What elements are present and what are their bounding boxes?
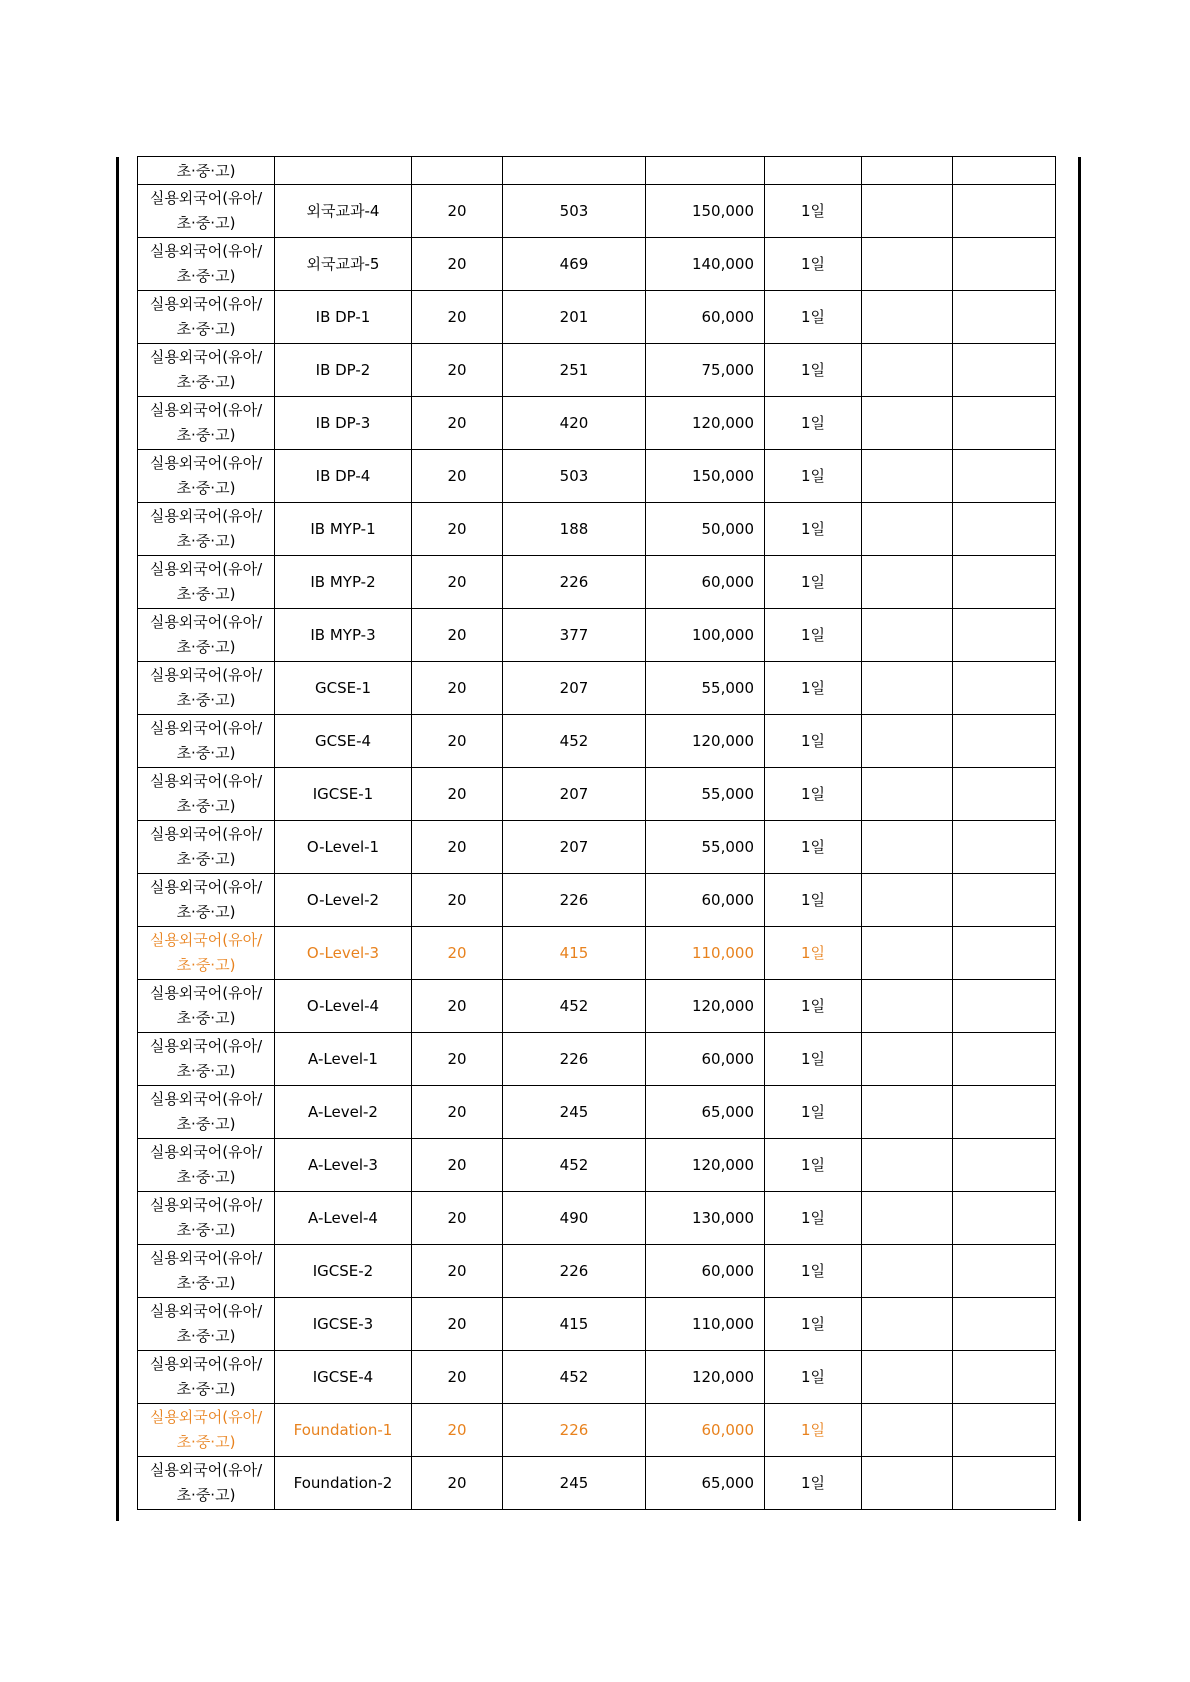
empty-cell [953, 927, 1056, 980]
category-line: 실용외국어(유아/ [149, 984, 263, 1002]
course-name-cell: 외국교과-5 [275, 238, 412, 291]
page-margin-line-right [1078, 157, 1081, 1521]
pages-cell: 420 [503, 397, 646, 450]
table-row [138, 1245, 1056, 1298]
price-cell: 110,000 [646, 1298, 765, 1351]
category-line: 초·중·고) [176, 1009, 236, 1027]
days-cell: 1일 [765, 238, 862, 291]
table-row [138, 1033, 1056, 1086]
course-name-cell: O-Level-2 [275, 874, 412, 927]
category-line: 실용외국어(유아/ [149, 1355, 263, 1373]
empty-cell [862, 1139, 953, 1192]
category-cell [138, 291, 275, 344]
category-line: 초·중·고) [176, 214, 236, 232]
table-row [138, 609, 1056, 662]
days-cell: 1일 [765, 1033, 862, 1086]
empty-cell [862, 450, 953, 503]
empty-cell [862, 609, 953, 662]
price-cell [646, 157, 765, 185]
empty-cell [862, 1457, 953, 1510]
empty-cell [862, 503, 953, 556]
price-cell: 140,000 [646, 238, 765, 291]
hours-cell: 20 [412, 1086, 503, 1139]
category-line: 실용외국어(유아/ [149, 878, 263, 896]
empty-cell [953, 715, 1056, 768]
hours-cell: 20 [412, 291, 503, 344]
hours-cell: 20 [412, 927, 503, 980]
category-cell [138, 1245, 275, 1298]
category-line: 초·중·고) [176, 267, 236, 285]
category-cell [138, 715, 275, 768]
category-line: 실용외국어(유아/ [149, 242, 263, 260]
empty-cell [953, 1351, 1056, 1404]
course-name-cell: O-Level-1 [275, 821, 412, 874]
course-name-cell: IGCSE-1 [275, 768, 412, 821]
category-line: 실용외국어(유아/ [149, 560, 263, 578]
pages-cell: 490 [503, 1192, 646, 1245]
pages-cell: 201 [503, 291, 646, 344]
pages-cell: 415 [503, 1298, 646, 1351]
course-name-cell: Foundation-1 [275, 1404, 412, 1457]
hours-cell: 20 [412, 1192, 503, 1245]
empty-cell [862, 1298, 953, 1351]
course-name-cell: IB DP-3 [275, 397, 412, 450]
course-name-cell: IGCSE-2 [275, 1245, 412, 1298]
price-cell: 150,000 [646, 185, 765, 238]
table-row [138, 1457, 1056, 1510]
course-name-cell: A-Level-4 [275, 1192, 412, 1245]
category-line: 초·중·고) [176, 1433, 236, 1451]
category-line: 초·중·고) [176, 426, 236, 444]
table-row [138, 344, 1056, 397]
category-cell [138, 821, 275, 874]
category-line: 초·중·고) [176, 320, 236, 338]
price-cell: 55,000 [646, 768, 765, 821]
pages-cell: 226 [503, 874, 646, 927]
pages-cell: 452 [503, 1139, 646, 1192]
table-row [138, 874, 1056, 927]
pages-cell: 377 [503, 609, 646, 662]
category-cell [138, 556, 275, 609]
days-cell: 1일 [765, 291, 862, 344]
category-cell [138, 768, 275, 821]
hours-cell: 20 [412, 1139, 503, 1192]
course-name-cell: IGCSE-4 [275, 1351, 412, 1404]
category-line: 실용외국어(유아/ [149, 1408, 263, 1426]
course-name-cell: A-Level-3 [275, 1139, 412, 1192]
empty-cell [862, 556, 953, 609]
category-line: 초·중·고) [176, 956, 236, 974]
table-row [138, 556, 1056, 609]
category-cell [138, 1139, 275, 1192]
days-cell: 1일 [765, 927, 862, 980]
category-line: 초·중·고) [176, 1274, 236, 1292]
empty-cell [953, 662, 1056, 715]
price-cell: 60,000 [646, 874, 765, 927]
table-row [138, 980, 1056, 1033]
hours-cell: 20 [412, 1033, 503, 1086]
course-table [137, 156, 1056, 1510]
pages-cell: 207 [503, 768, 646, 821]
course-name-cell: GCSE-1 [275, 662, 412, 715]
empty-cell [953, 1404, 1056, 1457]
pages-cell: 188 [503, 503, 646, 556]
empty-cell [953, 768, 1056, 821]
empty-cell [862, 1086, 953, 1139]
pages-cell: 226 [503, 1404, 646, 1457]
empty-cell [862, 662, 953, 715]
category-line: 실용외국어(유아/ [149, 1249, 263, 1267]
table-row [138, 1139, 1056, 1192]
category-cell [138, 1351, 275, 1404]
category-line: 실용외국어(유아/ [149, 189, 263, 207]
empty-cell [953, 397, 1056, 450]
category-cell [138, 1457, 275, 1510]
empty-cell [862, 1033, 953, 1086]
course-name-cell: IB MYP-3 [275, 609, 412, 662]
category-cell [138, 609, 275, 662]
hours-cell: 20 [412, 185, 503, 238]
table-row [138, 291, 1056, 344]
course-name-cell: IB DP-2 [275, 344, 412, 397]
hours-cell: 20 [412, 821, 503, 874]
days-cell: 1일 [765, 1086, 862, 1139]
course-name-cell: GCSE-4 [275, 715, 412, 768]
course-name-cell: IB DP-1 [275, 291, 412, 344]
hours-cell: 20 [412, 980, 503, 1033]
course-name-cell: O-Level-3 [275, 927, 412, 980]
hours-cell: 20 [412, 556, 503, 609]
price-cell: 60,000 [646, 1033, 765, 1086]
table-row [138, 768, 1056, 821]
course-name-cell: IB MYP-1 [275, 503, 412, 556]
days-cell: 1일 [765, 503, 862, 556]
category-cell [138, 1404, 275, 1457]
category-line: 초·중·고) [176, 1221, 236, 1239]
table-row [138, 1404, 1056, 1457]
empty-cell [862, 397, 953, 450]
pages-cell: 207 [503, 662, 646, 715]
pages-cell: 226 [503, 556, 646, 609]
category-line: 실용외국어(유아/ [149, 1461, 263, 1479]
pages-cell: 503 [503, 450, 646, 503]
days-cell: 1일 [765, 556, 862, 609]
course-table-body [138, 157, 1056, 1510]
hours-cell: 20 [412, 450, 503, 503]
table-row [138, 927, 1056, 980]
hours-cell: 20 [412, 768, 503, 821]
empty-cell [862, 1192, 953, 1245]
category-line: 초·중·고) [176, 585, 236, 603]
category-line: 초·중·고) [176, 1115, 236, 1133]
category-line: 실용외국어(유아/ [149, 401, 263, 419]
price-cell: 100,000 [646, 609, 765, 662]
hours-cell: 20 [412, 344, 503, 397]
empty-cell [953, 291, 1056, 344]
empty-cell [953, 980, 1056, 1033]
category-cell [138, 1086, 275, 1139]
empty-cell [953, 1033, 1056, 1086]
category-line: 실용외국어(유아/ [149, 1090, 263, 1108]
empty-cell [862, 715, 953, 768]
days-cell [765, 157, 862, 185]
empty-cell [953, 609, 1056, 662]
days-cell: 1일 [765, 768, 862, 821]
category-line: 초·중·고) [176, 373, 236, 391]
empty-cell [953, 1245, 1056, 1298]
price-cell: 50,000 [646, 503, 765, 556]
price-cell: 55,000 [646, 821, 765, 874]
price-cell: 120,000 [646, 715, 765, 768]
category-line: 초·중·고) [176, 744, 236, 762]
pages-cell: 207 [503, 821, 646, 874]
category-line: 초·중·고) [176, 1380, 236, 1398]
hours-cell: 20 [412, 1404, 503, 1457]
table-row [138, 1086, 1056, 1139]
category-cell [138, 344, 275, 397]
days-cell: 1일 [765, 609, 862, 662]
price-cell: 130,000 [646, 1192, 765, 1245]
course-name-cell: IB DP-4 [275, 450, 412, 503]
hours-cell [412, 157, 503, 185]
empty-cell [862, 344, 953, 397]
category-line: 실용외국어(유아/ [149, 1143, 263, 1161]
table-row [138, 238, 1056, 291]
empty-cell [862, 1245, 953, 1298]
days-cell: 1일 [765, 1139, 862, 1192]
empty-cell [862, 768, 953, 821]
category-line: 실용외국어(유아/ [149, 666, 263, 684]
price-cell: 110,000 [646, 927, 765, 980]
pages-cell: 452 [503, 715, 646, 768]
table-row [138, 1298, 1056, 1351]
empty-cell [953, 344, 1056, 397]
name-cell [275, 157, 412, 185]
days-cell: 1일 [765, 821, 862, 874]
category-cell [138, 1192, 275, 1245]
category-line: 초·중·고) [176, 691, 236, 709]
hours-cell: 20 [412, 503, 503, 556]
hours-cell: 20 [412, 874, 503, 927]
table-row [138, 662, 1056, 715]
empty-cell [862, 1351, 953, 1404]
empty-cell [862, 927, 953, 980]
days-cell: 1일 [765, 1457, 862, 1510]
empty-cell [953, 556, 1056, 609]
empty-cell [862, 821, 953, 874]
hours-cell: 20 [412, 1298, 503, 1351]
empty-cell [953, 238, 1056, 291]
price-cell: 65,000 [646, 1457, 765, 1510]
table-row [138, 450, 1056, 503]
category-cell [138, 874, 275, 927]
category-line: 초·중·고) [176, 638, 236, 656]
price-cell: 60,000 [646, 1404, 765, 1457]
table-row [138, 715, 1056, 768]
hours-cell: 20 [412, 715, 503, 768]
course-name-cell: A-Level-1 [275, 1033, 412, 1086]
category-line: 초·중·고) [176, 1486, 236, 1504]
category-line: 초·중·고) [176, 1327, 236, 1345]
empty-cell [862, 238, 953, 291]
days-cell: 1일 [765, 715, 862, 768]
table-row [138, 1351, 1056, 1404]
pages-cell: 415 [503, 927, 646, 980]
category-cell [138, 185, 275, 238]
pages-cell: 469 [503, 238, 646, 291]
category-cell [138, 450, 275, 503]
empty-cell [953, 1192, 1056, 1245]
price-cell: 120,000 [646, 980, 765, 1033]
table-row [138, 503, 1056, 556]
hours-cell: 20 [412, 1351, 503, 1404]
category-line: 실용외국어(유아/ [149, 719, 263, 737]
category-cell [138, 1298, 275, 1351]
empty-cell [953, 185, 1056, 238]
price-cell: 150,000 [646, 450, 765, 503]
category-line: 초·중·고) [176, 903, 236, 921]
pages-cell: 245 [503, 1086, 646, 1139]
category-cell: 초·중·고) [138, 157, 275, 185]
course-name-cell: IGCSE-3 [275, 1298, 412, 1351]
category-cell [138, 980, 275, 1033]
course-name-cell: O-Level-4 [275, 980, 412, 1033]
pages-cell: 452 [503, 1351, 646, 1404]
days-cell: 1일 [765, 185, 862, 238]
pages-cell [503, 157, 646, 185]
course-name-cell: IB MYP-2 [275, 556, 412, 609]
table-row-continued [138, 157, 1056, 185]
days-cell: 1일 [765, 344, 862, 397]
pages-cell: 452 [503, 980, 646, 1033]
category-line: 초·중·고) [176, 850, 236, 868]
empty-cell [862, 980, 953, 1033]
table-row [138, 1192, 1056, 1245]
empty-cell [953, 503, 1056, 556]
days-cell: 1일 [765, 1298, 862, 1351]
empty-cell [862, 157, 953, 185]
category-cell [138, 1033, 275, 1086]
category-line: 실용외국어(유아/ [149, 348, 263, 366]
price-cell: 65,000 [646, 1086, 765, 1139]
empty-cell [953, 1139, 1056, 1192]
hours-cell: 20 [412, 1245, 503, 1298]
empty-cell [953, 450, 1056, 503]
category-line: 실용외국어(유아/ [149, 1196, 263, 1214]
category-line: 실용외국어(유아/ [149, 613, 263, 631]
price-cell: 120,000 [646, 397, 765, 450]
days-cell: 1일 [765, 874, 862, 927]
empty-cell [953, 1086, 1056, 1139]
category-cell [138, 238, 275, 291]
empty-cell [953, 157, 1056, 185]
hours-cell: 20 [412, 1457, 503, 1510]
hours-cell: 20 [412, 662, 503, 715]
category-line: 초·중·고) [176, 479, 236, 497]
days-cell: 1일 [765, 397, 862, 450]
category-line: 초·중·고) [176, 532, 236, 550]
pages-cell: 226 [503, 1033, 646, 1086]
page-margin-line-left [116, 157, 119, 1521]
table-row [138, 397, 1056, 450]
empty-cell [953, 821, 1056, 874]
hours-cell: 20 [412, 609, 503, 662]
days-cell: 1일 [765, 1192, 862, 1245]
table-row [138, 821, 1056, 874]
category-cell [138, 503, 275, 556]
days-cell: 1일 [765, 980, 862, 1033]
empty-cell [862, 1404, 953, 1457]
category-line: 실용외국어(유아/ [149, 1037, 263, 1055]
empty-cell [862, 874, 953, 927]
pages-cell: 503 [503, 185, 646, 238]
price-cell: 55,000 [646, 662, 765, 715]
hours-cell: 20 [412, 238, 503, 291]
category-line: 실용외국어(유아/ [149, 931, 263, 949]
days-cell: 1일 [765, 1245, 862, 1298]
pages-cell: 251 [503, 344, 646, 397]
category-line: 실용외국어(유아/ [149, 507, 263, 525]
category-cell [138, 927, 275, 980]
pages-cell: 245 [503, 1457, 646, 1510]
category-cell [138, 397, 275, 450]
table-row [138, 185, 1056, 238]
price-cell: 60,000 [646, 291, 765, 344]
category-line: 실용외국어(유아/ [149, 772, 263, 790]
pages-cell: 226 [503, 1245, 646, 1298]
category-cell [138, 662, 275, 715]
price-cell: 60,000 [646, 556, 765, 609]
empty-cell [953, 1298, 1056, 1351]
price-cell: 120,000 [646, 1351, 765, 1404]
empty-cell [953, 874, 1056, 927]
empty-cell [953, 1457, 1056, 1510]
empty-cell [862, 291, 953, 344]
category-line: 실용외국어(유아/ [149, 295, 263, 313]
course-name-cell: 외국교과-4 [275, 185, 412, 238]
price-cell: 120,000 [646, 1139, 765, 1192]
course-name-cell: Foundation-2 [275, 1457, 412, 1510]
days-cell: 1일 [765, 662, 862, 715]
price-cell: 75,000 [646, 344, 765, 397]
hours-cell: 20 [412, 397, 503, 450]
category-line: 초·중·고) [176, 1062, 236, 1080]
category-line: 실용외국어(유아/ [149, 1302, 263, 1320]
empty-cell [862, 185, 953, 238]
category-line: 초·중·고) [176, 1168, 236, 1186]
price-cell: 60,000 [646, 1245, 765, 1298]
days-cell: 1일 [765, 1404, 862, 1457]
category-line: 실용외국어(유아/ [149, 454, 263, 472]
days-cell: 1일 [765, 1351, 862, 1404]
course-name-cell: A-Level-2 [275, 1086, 412, 1139]
category-line: 실용외국어(유아/ [149, 825, 263, 843]
category-line: 초·중·고) [176, 797, 236, 815]
days-cell: 1일 [765, 450, 862, 503]
